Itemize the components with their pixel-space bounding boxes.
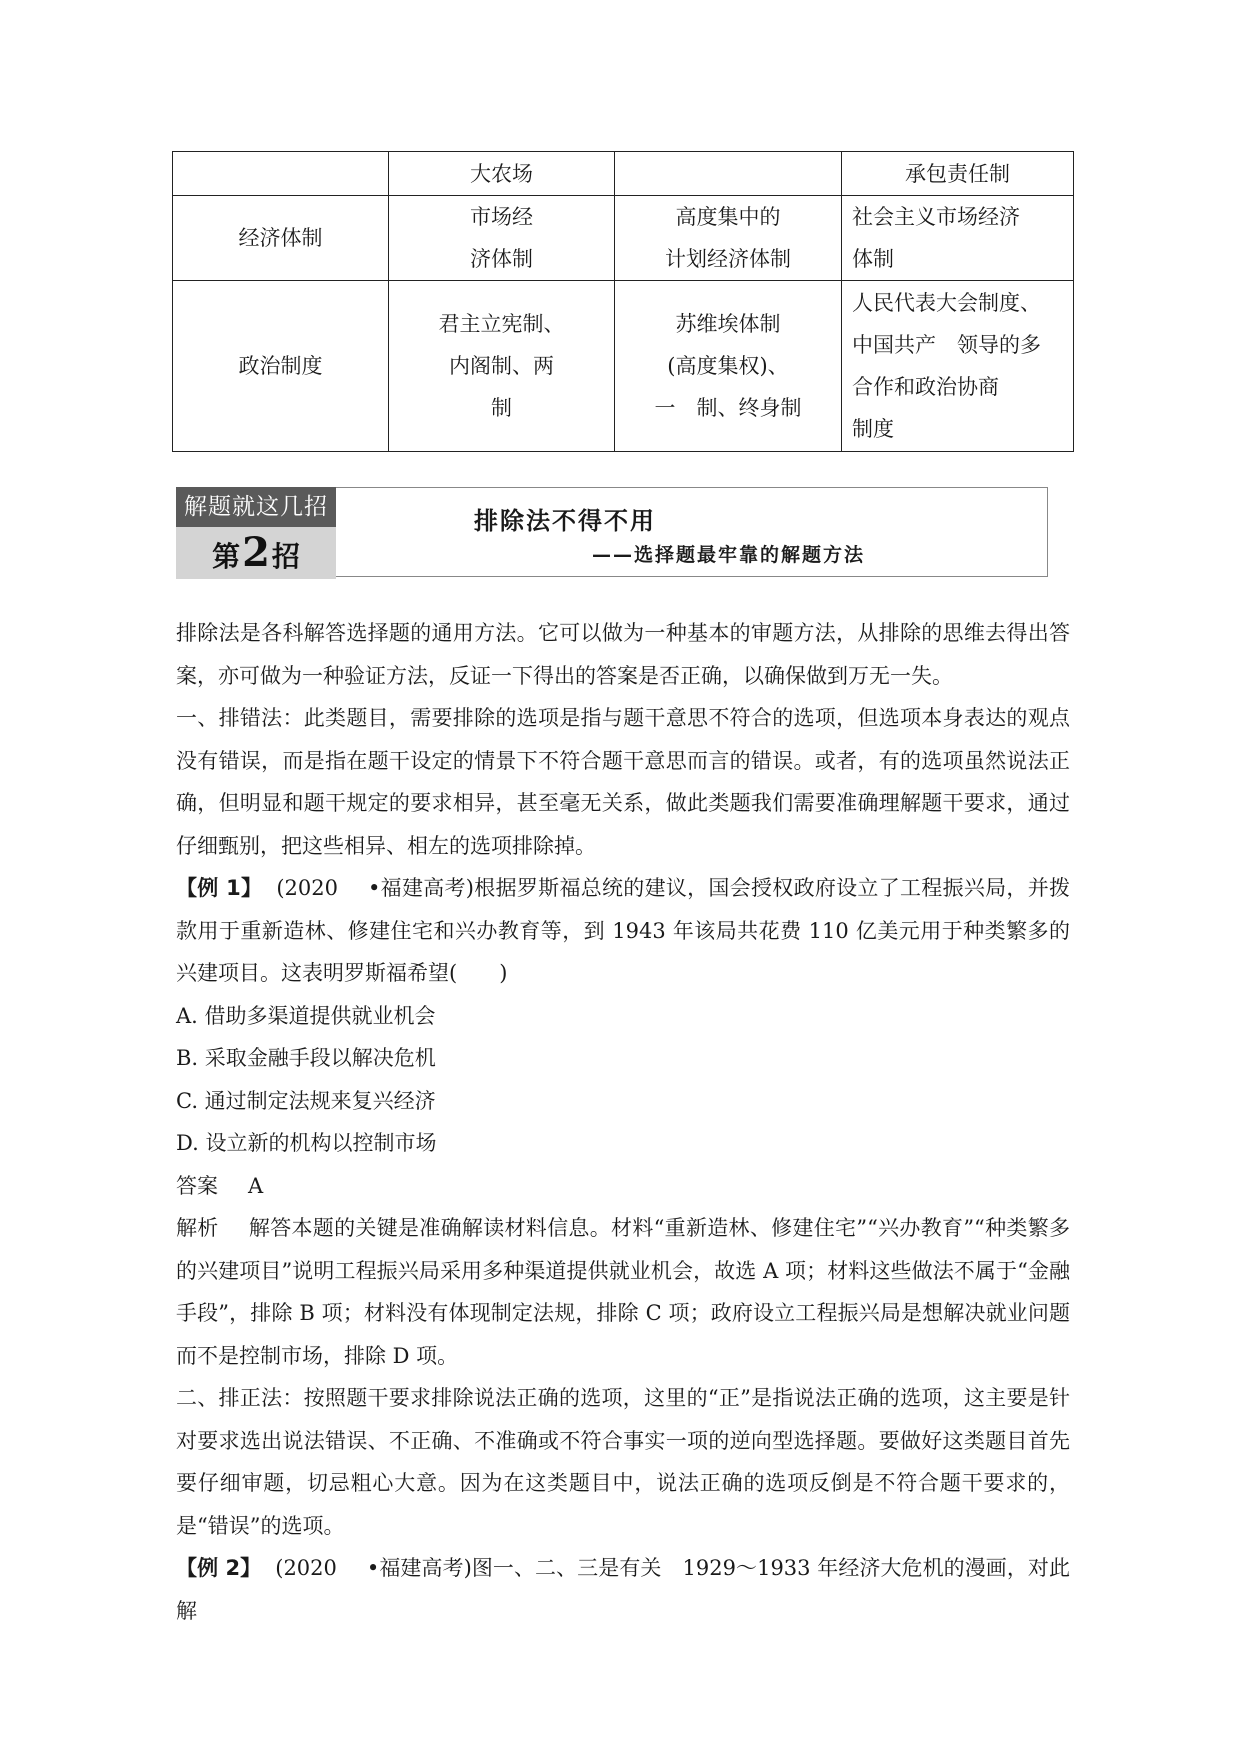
example-one [176,867,1070,995]
table-cell: 高度集中的 计划经济体制 [615,196,842,281]
comparison-table [172,151,1074,452]
table-cell [173,152,389,196]
section-banner [176,487,1050,579]
option-a: A. 借助多渠道提供就业机会 [176,1003,436,1028]
example-one-source: •福建高考) [368,876,475,900]
example-two-year: (2020 [275,1556,337,1580]
table-cell [615,152,842,196]
table-row [173,196,1074,281]
intro-paragraph: 排除法是各科解答选择题的通用方法。它可以做为一种基本的审题方法，从排除的思维去得出答案，亦可做为一种验证方法，反证一下得出的答案是否正确，以确保做到万无一失。 [176,621,1070,688]
banner-subtitle: ——选择题最牢靠的解题方法 [592,544,866,566]
table-row [173,152,1074,196]
main-content [176,612,1070,1632]
table-cell: 经济体制 [173,196,389,281]
table-cell: 大农场 [389,152,615,196]
table-cell: 苏维埃体制 (高度集权)、 一 制、终身制 [615,281,842,452]
answer-label: 答案 [176,1173,218,1198]
option-d: D. 设立新的机构以控制市场 [176,1131,437,1155]
example-two-text: 图一、二、三是有关 1929～1933 年经济大危机的漫画，对此解 [176,1556,1070,1623]
analysis-paragraph [176,1207,1070,1377]
table-row [173,281,1074,452]
banner-tag-number: 2 [242,529,270,576]
table-cell: 政治制度 [173,281,389,452]
banner-tag-top: 解题就这几招 [176,487,336,527]
answer-value: A [248,1173,264,1198]
table-cell: 人民代表大会制度、 中国共产 领导的多 合作和政治协商 制度 [842,281,1074,452]
table-cell: 市场经 济体制 [389,196,615,281]
banner-tag-bottom [176,527,336,579]
option-c: C. 通过制定法规来复兴经济 [176,1088,436,1113]
analysis-text: 解答本题的关键是准确解读材料信息。材料“重新造林、修建住宅”“兴办教育”“种类繁多的兴建项目”说明工程振兴局采用多种渠道提供就业机会，故选 A 项；材料这些做法不属于“金融手段”，排除 B 项；材料没有体现制定法规，排除 C 项；政府设立工程振兴局是想解决就业问题而不是控制市场，排除 D 项。 [176,1216,1070,1368]
banner-tag [176,487,336,579]
table-cell: 君主立宪制、 内阁制、两 制 [389,281,615,452]
banner-title: 排除法不得不用 [474,507,656,535]
option-b: B. 采取金融手段以解决危机 [176,1046,436,1070]
banner-tag-suffix: 招 [271,540,300,573]
banner-tag-prefix: 第 [212,540,241,573]
analysis-label: 解析 [176,1216,219,1240]
example-two-source: •福建高考) [366,1556,472,1580]
example-two-label: 【例 2】 [176,1556,262,1580]
example-one-text: 根据罗斯福总统的建议，国会授权政府设立了工程振兴局，并拨款用于重新造林、修建住宅和兴办教育等，到 1943 年该局共花费 110 亿美元用于种类繁多的兴建项目。这表明罗斯福希望( ) [176,876,1070,985]
answer-line [176,1165,1070,1208]
method-two-paragraph: 二、排正法：按照题干要求排除说法正确的选项，这里的“正”是指说法正确的选项，这主要是针对要求选出说法错误、不正确、不准确或不符合事实一项的逆向型选择题。要做好这类题目首先要仔细审题，切忌粗心大意。因为在这类题目中，说法正确的选项反倒是不符合题干要求的，是“错误”的选项。 [176,1386,1070,1538]
example-two [176,1547,1070,1632]
table-cell: 承包责任制 [842,152,1074,196]
example-one-year: (2020 [276,876,338,900]
example-one-label: 【例 1】 [176,876,263,900]
method-one-paragraph: 一、排错法：此类题目，需要排除的选项是指与题干意思不符合的选项，但选项本身表达的观点没有错误，而是指在题干设定的情景下不符合题干意思而言的错误。或者，有的选项虽然说法正确，但明显和题干规定的要求相异，甚至毫无关系，做此类题我们需要准确理解题干要求，通过仔细甄别，把这些相异、相左的选项排除掉。 [176,706,1070,858]
table-cell: 社会主义市场经济 体制 [842,196,1074,281]
